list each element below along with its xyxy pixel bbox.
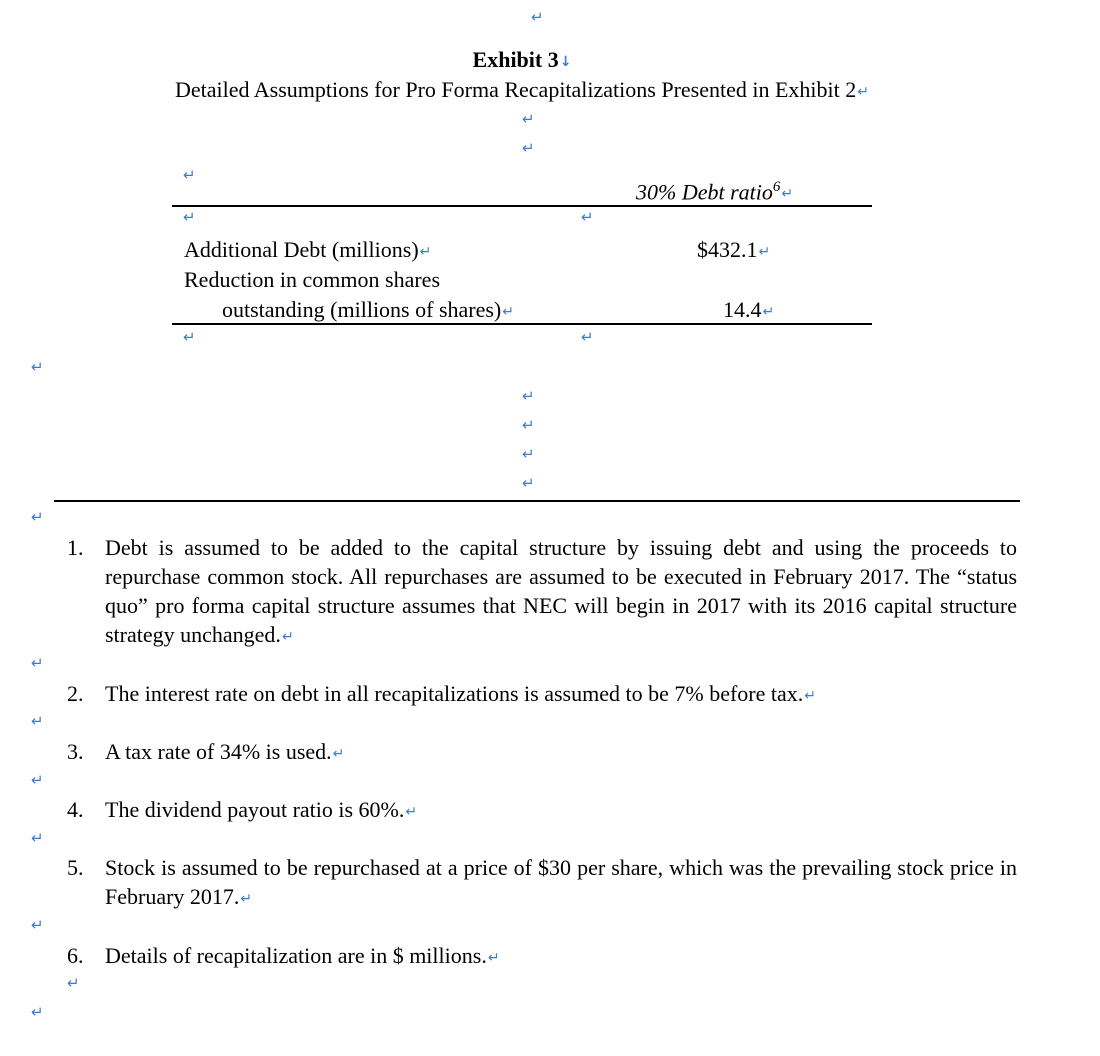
exhibit-subtitle: Detailed Assumptions for Pro Forma Recapitalizations Presented in Exhibit 2↵ <box>174 77 869 102</box>
exhibit-title: Exhibit 3↓ <box>472 47 572 72</box>
paragraph-mark-icon: ↵ <box>332 746 345 762</box>
paragraph-mark-icon: ↵ <box>522 474 535 492</box>
note-number: 5. <box>67 855 84 880</box>
paragraph-mark-icon: ↵ <box>522 139 535 157</box>
paragraph-mark-icon: ↵ <box>31 1003 44 1021</box>
column-header: 30% Debt ratio$^6$↵ <box>636 179 794 205</box>
paragraph-mark-icon: ↵ <box>31 771 44 789</box>
paragraph-mark-icon: ↵ <box>31 358 44 376</box>
paragraph-mark-icon: ↵ <box>531 8 544 26</box>
footnote-ref: 6 <box>772 179 781 195</box>
paragraph-mark-icon: ↵ <box>31 508 44 526</box>
note-item <box>67 853 1017 914</box>
note-text: Debt is assumed to be added to the capital structure by issuing debt and using the proceeds to repurchase common stock. All repurchases are assumed to be executed in February 2017. The “status quo” pro forma capital structure assumes that NEC will begin in 2017 with its 2016 capital structure strategy unchanged. <box>105 535 1017 647</box>
paragraph-mark-icon: ↵ <box>31 916 44 934</box>
paragraph-mark-icon: ↵ <box>67 974 80 992</box>
note-text: A tax rate of 34% is used. <box>105 739 332 764</box>
note-number: 1. <box>67 535 84 560</box>
line-break-icon: ↓ <box>559 54 572 70</box>
paragraph-mark-icon: ↵ <box>781 186 794 203</box>
notes-separator <box>54 500 1020 502</box>
paragraph-mark-icon: ↵ <box>857 84 869 100</box>
note-text: The interest rate on debt in all recapitalizations is assumed to be 7% before tax. <box>105 681 804 706</box>
note-item <box>67 941 1017 973</box>
table-bottom-rule <box>172 323 872 325</box>
paragraph-mark-icon: ↵ <box>487 950 500 966</box>
note-number: 6. <box>67 943 84 968</box>
paragraph-mark-icon: ↵ <box>183 166 196 184</box>
paragraph-mark-icon: ↵ <box>522 110 535 128</box>
note-number: 3. <box>67 739 84 764</box>
paragraph-mark-icon: ↵ <box>240 891 253 907</box>
paragraph-mark-icon: ↵ <box>183 208 196 226</box>
note-item <box>67 679 1017 711</box>
header-rule <box>172 205 872 207</box>
paragraph-mark-icon: ↵ <box>581 208 594 226</box>
paragraph-mark-icon: ↵ <box>183 328 196 346</box>
paragraph-mark-icon: ↵ <box>522 387 535 405</box>
paragraph-mark-icon: ↵ <box>281 629 294 645</box>
paragraph-mark-icon: ↵ <box>31 712 44 730</box>
note-text: The dividend payout ratio is 60%. <box>105 797 405 822</box>
paragraph-mark-icon: ↵ <box>502 304 514 320</box>
row-value-additional-debt: $432.1↵ <box>697 237 771 262</box>
paragraph-mark-icon: ↵ <box>804 688 816 704</box>
row-label-share-reduction: Reduction in common shares <box>184 267 441 292</box>
row-label-share-reduction-cont: outstanding (millions of shares)↵ <box>222 297 514 322</box>
note-text: Details of recapitalization are in $ millions. <box>105 943 487 968</box>
paragraph-mark-icon: ↵ <box>762 304 775 320</box>
paragraph-mark-icon: ↵ <box>31 654 44 672</box>
note-item <box>67 737 1017 769</box>
paragraph-mark-icon: ↵ <box>522 445 535 463</box>
row-value-share-reduction: 14.4↵ <box>723 297 775 322</box>
paragraph-mark-icon: ↵ <box>419 244 432 260</box>
row-label-additional-debt: Additional Debt (millions)↵ <box>184 237 432 262</box>
note-item <box>67 795 1017 827</box>
paragraph-mark-icon: ↵ <box>758 244 771 260</box>
note-number: 4. <box>67 797 84 822</box>
paragraph-mark-icon: ↵ <box>581 328 594 346</box>
paragraph-mark-icon: ↵ <box>405 804 418 820</box>
note-item <box>67 533 1017 652</box>
note-number: 2. <box>67 681 84 706</box>
note-text: Stock is assumed to be repurchased at a price of $30 per share, which was the prevailing stock price in February 2017. <box>105 855 1017 909</box>
paragraph-mark-icon: ↵ <box>522 416 535 434</box>
paragraph-mark-icon: ↵ <box>31 829 44 847</box>
